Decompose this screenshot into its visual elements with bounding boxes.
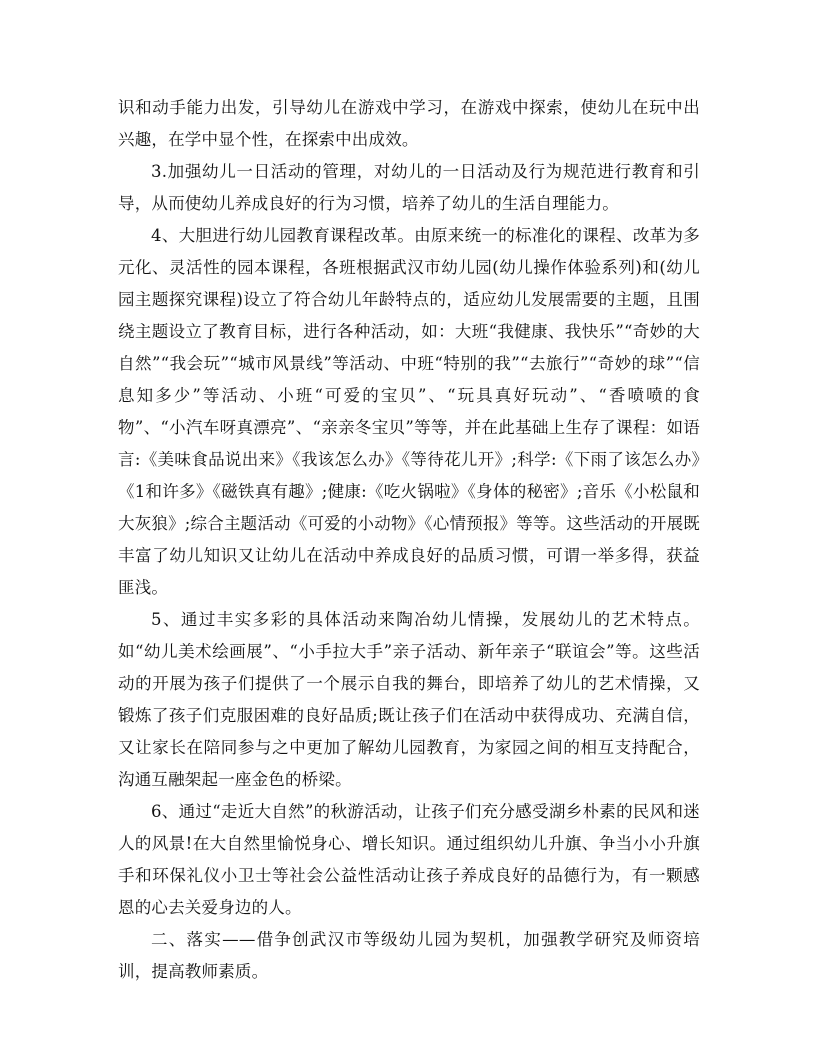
paragraph-item-4: 4、大胆进行幼儿园教育课程改革。由原来统一的标准化的课程、改革为多元化、灵活性的园本课程，各班根据武汉市幼儿园(幼儿操作体验系列)和(幼儿园主题探究课程)设立了符合幼儿年龄特点的，适应幼儿发展需要的主题，且围绕主题设立了教育目标，进行各种活动，如：大班“我健康、我快乐”“奇妙的大自然”“我会玩”“城市风景线”等活动、中班“特别的我”“去旅行”“奇妙的球”“信息知多少”等活动、小班“可爱的宝贝”、“玩具真好玩动”、“香喷喷的食物”、“小汽车呀真漂亮”、“亲亲冬宝贝”等等，并在此基础上生存了课程：如语言:《美味食品说出来》《我该怎么办》《等待花儿开》;科学:《下雨了该怎么办》《1和许多》《磁铁真有趣》;健康:《吃火锅啦》《身体的秘密》;音乐《小松鼠和大灰狼》;综合主题活动《可爱的小动物》《心情预报》等等。这些活动的开展既丰富了幼儿知识又让幼儿在活动中养成良好的品质习惯，可谓一举多得，获益匪浅。: [118, 226, 701, 597]
section-heading-2: 二、落实——借争创武汉市等级幼儿园为契机，加强教学研究及师资培训，提高教师素质。: [118, 930, 700, 981]
paragraph-item-3: 3.加强幼儿一日活动的管理，对幼儿的一日活动及行为规范进行教育和引导，从而使幼儿养成良好的行为习惯，培养了幼儿的生活自理能力。: [118, 162, 700, 213]
paragraph-item-5: 5、通过丰实多彩的具体活动来陶冶幼儿情操，发展幼儿的艺术特点。如“幼儿美术绘画展”、“小手拉大手”亲子活动、新年亲子“联谊会”等。这些活动的开展为孩子们提供了一个展示自我的舞台，即培养了幼儿的艺术情操，又锻炼了孩子们克服困难的良好品质;既让孩子们在活动中获得成功、充满自信，又让家长在陪同参与之中更加了解幼儿园教育，为家园之间的相互支持配合，沟通互融架起一座金色的桥梁。: [118, 610, 700, 789]
paragraph-continuation: 识和动手能力出发，引导幼儿在游戏中学习，在游戏中探索，使幼儿在玩中出兴趣，在学中显个性，在探索中出成效。: [118, 98, 700, 149]
paragraph-item-6: 6、通过“走近大自然”的秋游活动，让孩子们充分感受湖乡朴素的民风和迷人的风景!在大自然里愉悦身心、增长知识。通过组织幼儿升旗、争当小小升旗手和环保礼仪小卫士等社会公益性活动让孩子养成良好的品德行为，有一颗感恩的心去关爱身边的人。: [118, 802, 700, 917]
document-body: [118, 92, 700, 988]
